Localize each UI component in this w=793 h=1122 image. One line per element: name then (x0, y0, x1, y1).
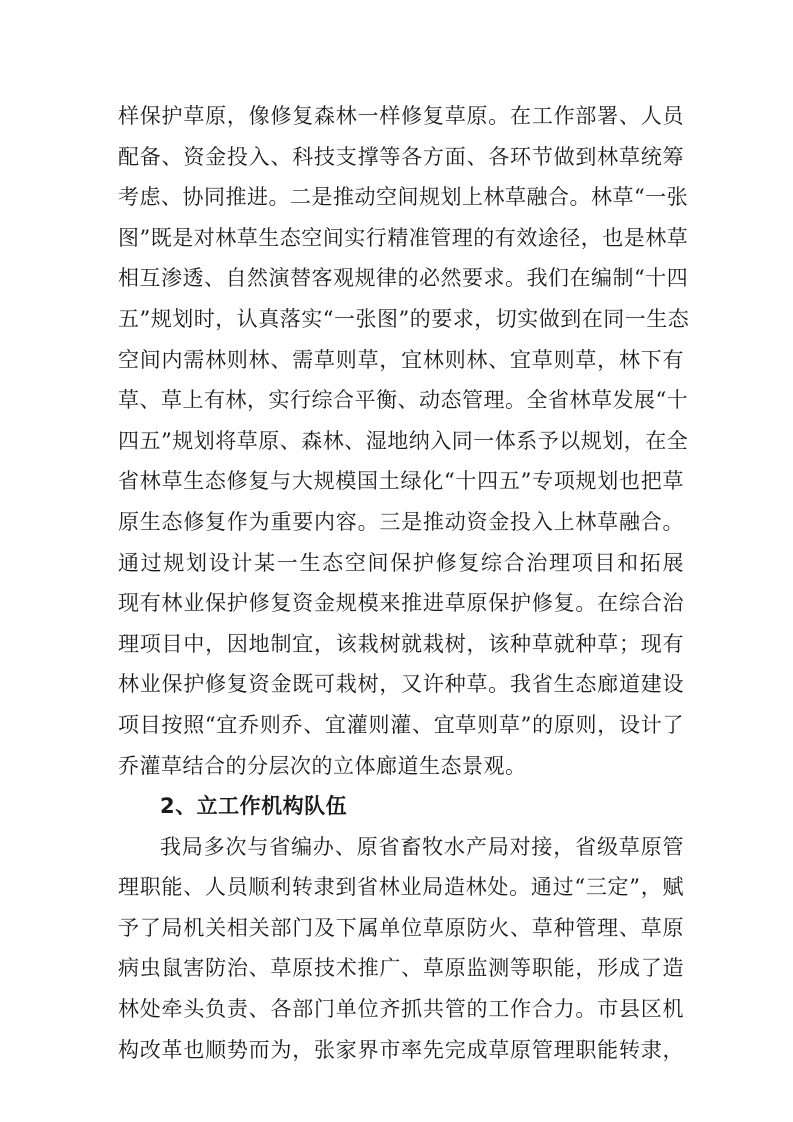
text-line: 乔灌草结合的分层次的立体廊道生态景观。 (118, 753, 527, 778)
text-line: 样保护草原，像修复森林一样修复草原。在工作部署、人员 (118, 104, 684, 128)
text-line: 项目按照“宜乔则乔、宜灌则灌、宜草则草”的原则，设计了 (118, 712, 684, 737)
text-line: 予了局机关相关部门及下属单位草原防火、草种管理、草原 (118, 915, 684, 940)
text-line: 考虑、协同推进。二是推动空间规划上林草融合。林草“一张 (118, 185, 689, 210)
text-line: 构改革也顺势而为，张家界市率先完成草原管理职能转隶， (118, 1037, 684, 1062)
text-line: 通过规划设计某一生态空间保护修复综合治理项目和拓展 (118, 550, 684, 575)
text-line: 理项目中，因地制宜，该栽树就栽树，该种草就种草；现有 (118, 631, 684, 656)
text-line: 理职能、人员顺利转隶到省林业局造林处。通过“三定”，赋 (118, 875, 684, 900)
text-line: 四五”规划将草原、森林、湿地纳入同一体系予以规划，在全 (118, 428, 689, 453)
text-line: 五”规划时，认真落实“一张图”的要求，切实做到在同一生态 (118, 306, 690, 331)
text-line: 相互渗透、自然演替客观规律的必然要求。我们在编制“十四 (118, 266, 689, 291)
text-line: 病虫鼠害防治、草原技术推广、草原监测等职能，形成了造 (118, 956, 684, 981)
text-line: 原生态修复作为重要内容。三是推动资金投入上林草融合。 (118, 509, 684, 534)
text-line: 林处牵头负责、各部门单位齐抓共管的工作合力。市县区机 (118, 997, 684, 1022)
document-page (118, 96, 690, 1070)
text-line: 我局多次与省编办、原省畜牧水产局对接，省级草原管 (160, 834, 684, 859)
paragraph-body-1 (118, 96, 690, 786)
paragraph-body-2 (118, 827, 684, 1071)
text-line: 省林草生态修复与大规模国土绿化“十四五”专项规划也把草 (118, 469, 684, 494)
text-line: 空间内需林则林、需草则草，宜林则林、宜草则草，林下有 (118, 347, 684, 372)
text-line: 图”既是对林草生态空间实行精准管理的有效途径，也是林草 (118, 225, 689, 250)
text-line: 草、草上有林，实行综合平衡、动态管理。全省林草发展“十 (118, 388, 689, 413)
text-line: 林业保护修复资金既可栽树，又许种草。我省生态廊道建设 (118, 672, 684, 697)
text-line: 现有林业保护修复资金规模来推进草原保护修复。在综合治 (118, 591, 684, 616)
section-heading: 2、立工作机构队伍 (160, 794, 348, 819)
text-line: 配备、资金投入、科技支撑等各方面、各环节做到林草统筹 (118, 144, 684, 169)
